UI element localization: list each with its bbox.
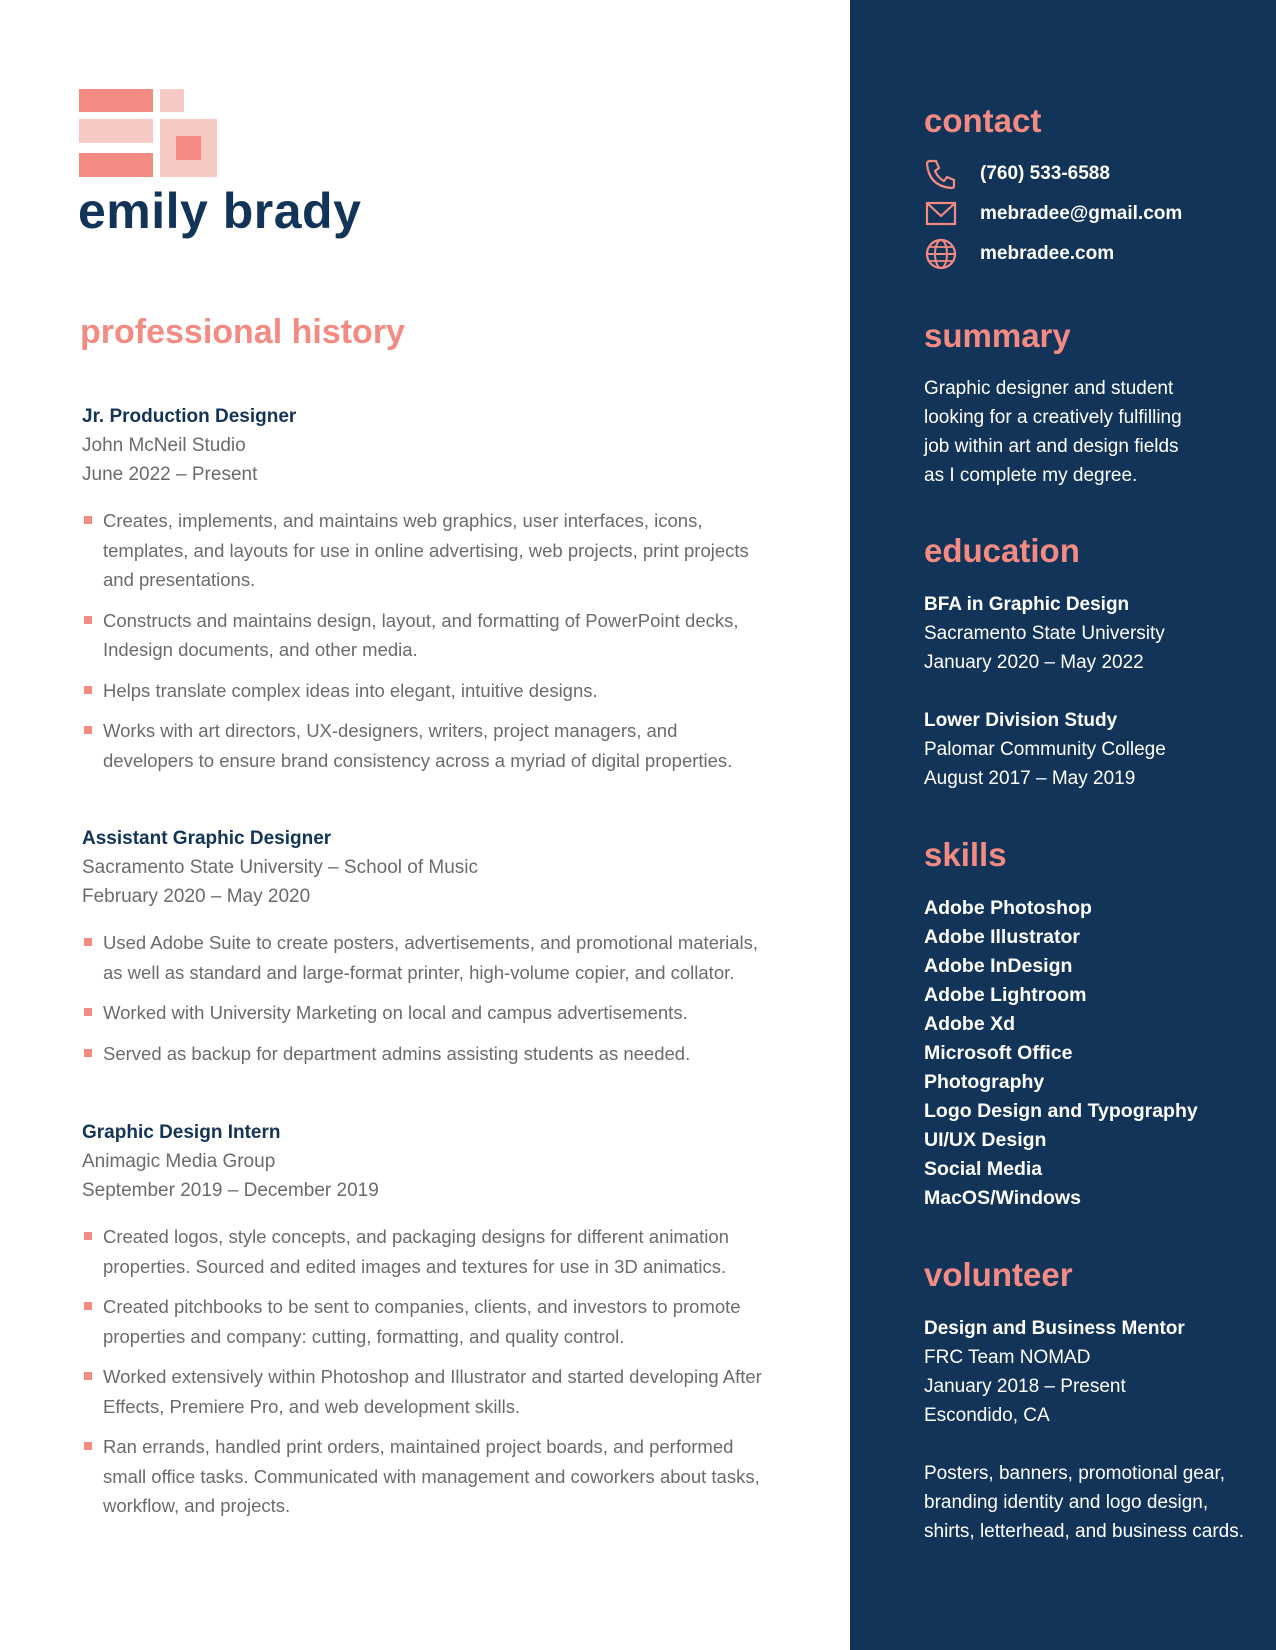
volunteer-org: FRC Team NOMAD: [924, 1347, 1091, 1368]
summary-text: Graphic designer and student looking for a creatively fulfilling job within art and design fields as I complete my degree.: [924, 378, 1182, 486]
job-company: John McNeil Studio: [82, 435, 246, 456]
skill-item: Adobe Lightroom: [924, 984, 1087, 1006]
email-address[interactable]: mebradee@gmail.com: [980, 203, 1183, 224]
job-dates: September 2019 – December 2019: [82, 1180, 379, 1201]
bullet-item: Helps translate complex ideas into elegant, intuitive designs.: [82, 676, 772, 706]
skill-item: Microsoft Office: [924, 1042, 1073, 1064]
bullet-square: [84, 616, 92, 624]
summary-heading: summary: [924, 317, 1071, 354]
skill-item: UI/UX Design: [924, 1129, 1047, 1151]
skill-item: Photography: [924, 1071, 1045, 1093]
job-title: Graphic Design Intern: [82, 1122, 281, 1143]
job-bullets: [82, 928, 772, 1068]
bullet-square: [84, 1049, 92, 1057]
degree: Lower Division Study: [924, 710, 1118, 731]
phone-icon: [924, 157, 958, 191]
skill-item: Adobe InDesign: [924, 955, 1073, 977]
bullet-square: [84, 1008, 92, 1016]
job-bullets: [82, 1222, 772, 1521]
bullet-item: Worked with University Marketing on local and campus advertisements.: [82, 998, 772, 1028]
edu-dates: January 2020 – May 2022: [924, 652, 1144, 673]
phone-number[interactable]: (760) 533-6588: [980, 163, 1110, 184]
contact-email-row: [924, 197, 1182, 231]
bullet-item: Used Adobe Suite to create posters, advertisements, and promotional materials, as well as standard and large-format printer, high-volume copier, and collator.: [82, 928, 772, 987]
bullet-square: [84, 1232, 92, 1240]
skill-item: Adobe Illustrator: [924, 926, 1081, 948]
school: Palomar Community College: [924, 739, 1166, 760]
contact-heading: contact: [924, 102, 1042, 139]
job-title: Jr. Production Designer: [82, 406, 297, 427]
volunteer-location: Escondido, CA: [924, 1405, 1050, 1426]
job-company: Animagic Media Group: [82, 1151, 276, 1172]
education-heading: education: [924, 532, 1080, 569]
logo-mark: [79, 89, 217, 177]
website-link[interactable]: mebradee.com: [980, 243, 1115, 264]
bullet-item: Ran errands, handled print orders, maintained project boards, and performed small office tasks. Communicated with management and coworkers about tasks, workflow, and projects.: [82, 1432, 772, 1521]
volunteer-heading: volunteer: [924, 1256, 1073, 1293]
job-entry: [82, 402, 772, 786]
bullet-square: [84, 726, 92, 734]
bullet-square: [84, 1372, 92, 1380]
skills-heading: skills: [924, 836, 1007, 873]
bullet-item: Constructs and maintains design, layout, and formatting of PowerPoint decks, Indesign documents, and other media.: [82, 606, 772, 665]
skill-item: Logo Design and Typography: [924, 1100, 1198, 1122]
globe-icon: [924, 237, 958, 271]
resume-name: emily brady: [78, 183, 362, 239]
job-dates: February 2020 – May 2020: [82, 886, 311, 907]
job-entry: [82, 1118, 772, 1532]
skill-item: Adobe Photoshop: [924, 897, 1092, 919]
bullet-item: Worked extensively within Photoshop and Illustrator and started developing After Effects, Premiere Pro, and web development skills.: [82, 1362, 772, 1421]
school: Sacramento State University: [924, 623, 1165, 644]
skill-item: Adobe Xd: [924, 1013, 1015, 1035]
bullet-square: [84, 1302, 92, 1310]
bullet-square: [84, 516, 92, 524]
bullet-item: Created pitchbooks to be sent to companies, clients, and investors to promote properties and company: cutting, formatting, and quality control.: [82, 1292, 772, 1351]
contact-website-row: [924, 237, 1114, 271]
mail-icon: [924, 197, 958, 231]
bullet-square: [84, 686, 92, 694]
education-entry: [924, 706, 1244, 793]
professional-history-heading: professional history: [80, 313, 405, 351]
job-entry: [82, 824, 772, 1079]
degree: BFA in Graphic Design: [924, 594, 1130, 615]
bullet-item: Works with art directors, UX-designers, writers, project managers, and developers to ensure brand consistency across a myriad of digital properties.: [82, 716, 772, 775]
bullet-square: [84, 938, 92, 946]
sidebar: [850, 0, 1276, 1650]
skill-item: MacOS/Windows: [924, 1187, 1081, 1209]
job-title: Assistant Graphic Designer: [82, 828, 332, 849]
volunteer-entry: [924, 1314, 1244, 1430]
bullet-item: Served as backup for department admins assisting students as needed.: [82, 1039, 772, 1069]
skills-list: [924, 894, 1244, 1213]
bullet-item: Creates, implements, and maintains web graphics, user interfaces, icons, templates, and layouts for use in online advertising, web projects, print projects and presentations.: [82, 506, 772, 595]
job-bullets: [82, 506, 772, 775]
edu-dates: August 2017 – May 2019: [924, 768, 1136, 789]
education-entry: [924, 590, 1244, 677]
contact-phone-row: [924, 157, 1110, 191]
volunteer-role: Design and Business Mentor: [924, 1318, 1185, 1339]
skill-item: Social Media: [924, 1158, 1043, 1180]
volunteer-dates: January 2018 – Present: [924, 1376, 1126, 1397]
job-company: Sacramento State University – School of Music: [82, 857, 479, 878]
volunteer-description: Posters, banners, promotional gear, branding identity and logo design, shirts, letterhead, and business cards.: [924, 1463, 1245, 1542]
bullet-square: [84, 1442, 92, 1450]
bullet-item: Created logos, style concepts, and packaging designs for different animation properties. Sourced and edited images and textures for use in 3D animatics.: [82, 1222, 772, 1281]
job-dates: June 2022 – Present: [82, 464, 258, 485]
